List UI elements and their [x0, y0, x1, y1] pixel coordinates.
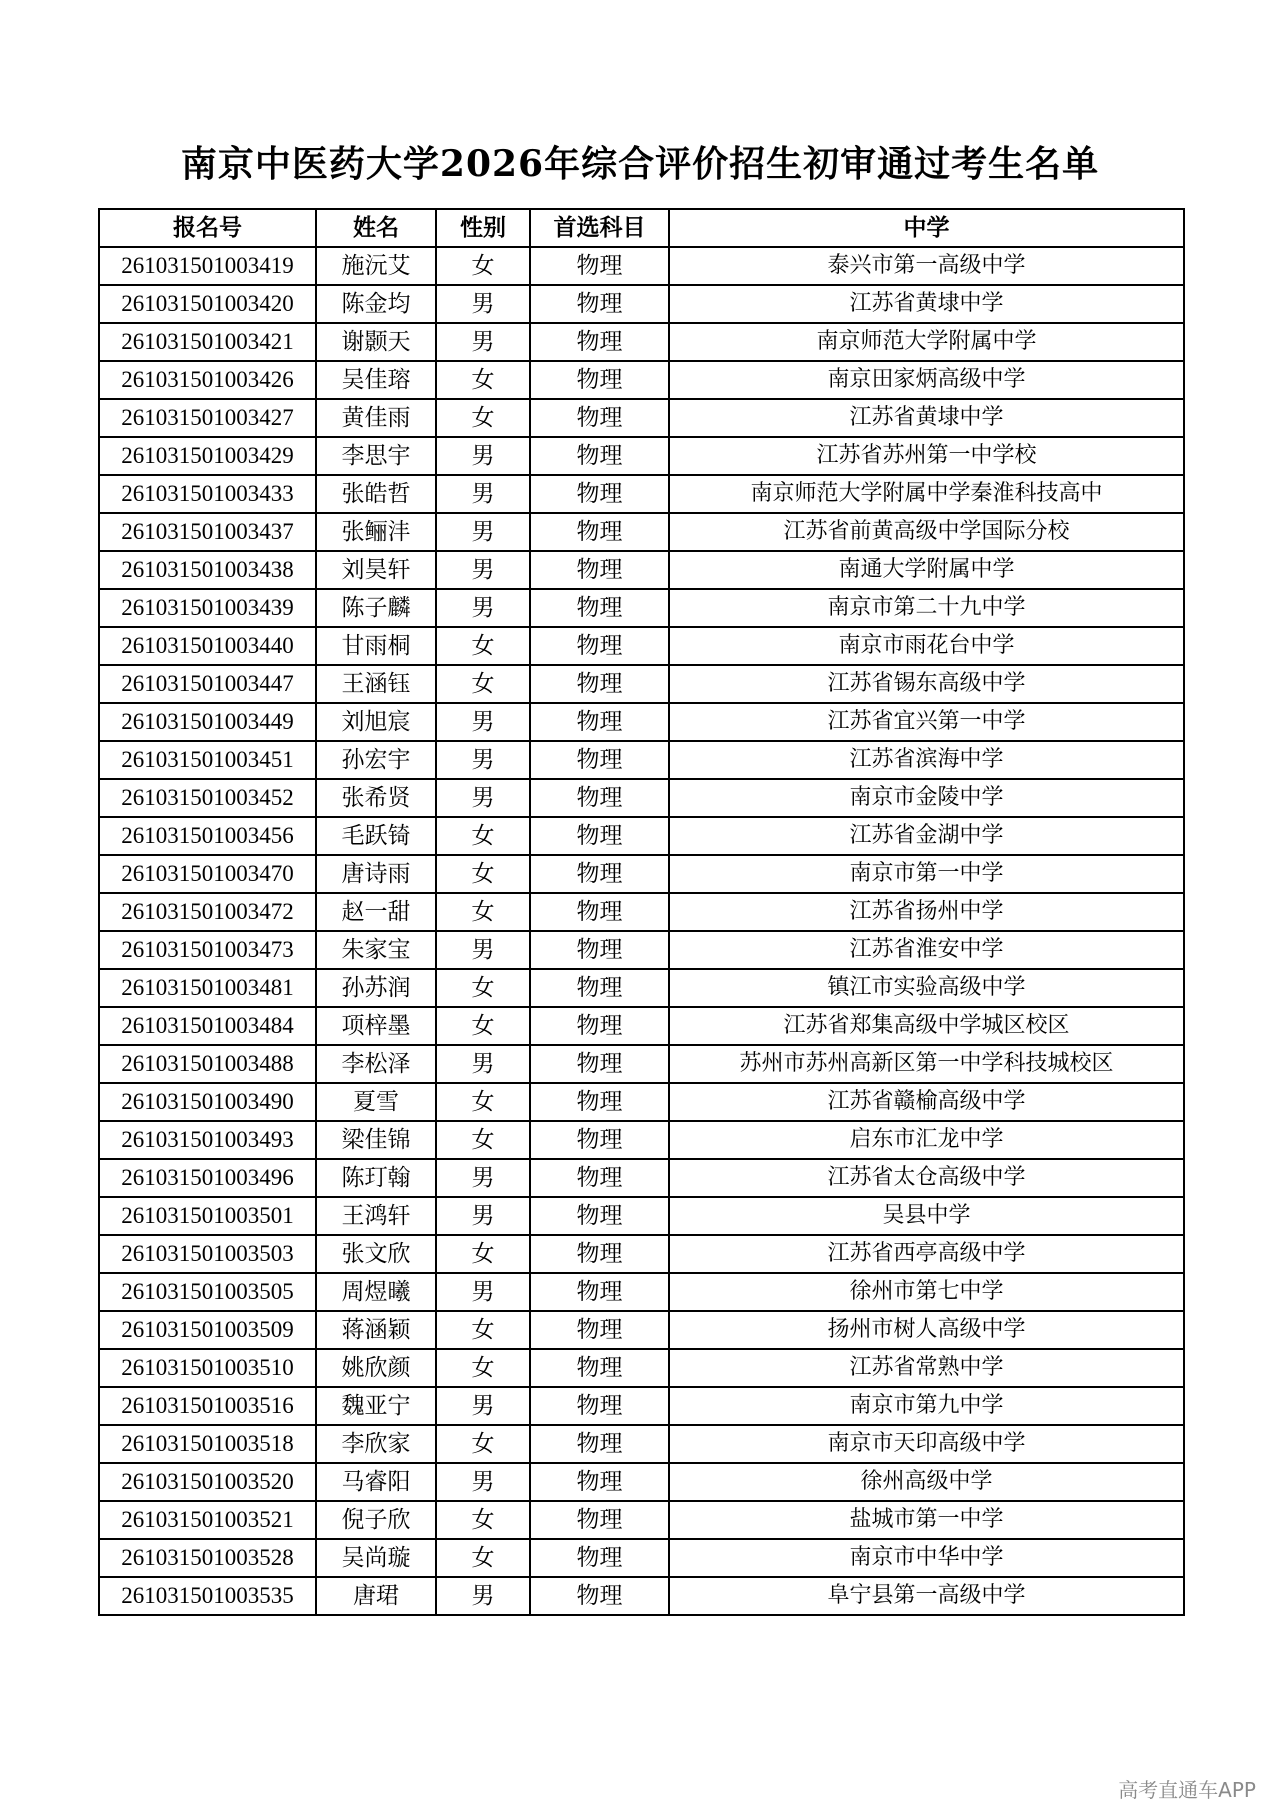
cell-gender: 女	[436, 1425, 530, 1463]
cell-gender: 女	[436, 247, 530, 285]
cell-student-name: 周煜曦	[316, 1273, 436, 1311]
column-header-subject: 首选科目	[530, 209, 669, 247]
table-row	[99, 741, 1184, 779]
cell-student-name: 赵一甜	[316, 893, 436, 931]
cell-school: 江苏省锡东高级中学	[669, 665, 1184, 703]
cell-student-name: 李思宇	[316, 437, 436, 475]
cell-first-choice-subject: 物理	[530, 1463, 669, 1501]
table-row	[99, 551, 1184, 589]
table-row	[99, 855, 1184, 893]
cell-first-choice-subject: 物理	[530, 1273, 669, 1311]
cell-registration-number: 261031501003501	[99, 1197, 316, 1235]
cell-first-choice-subject: 物理	[530, 779, 669, 817]
cell-gender: 男	[436, 1273, 530, 1311]
table-row	[99, 1311, 1184, 1349]
cell-school: 阜宁县第一高级中学	[669, 1577, 1184, 1615]
cell-school: 江苏省黄埭中学	[669, 399, 1184, 437]
cell-school: 苏州市苏州高新区第一中学科技城校区	[669, 1045, 1184, 1083]
cell-student-name: 朱家宝	[316, 931, 436, 969]
cell-school: 南京市天印高级中学	[669, 1425, 1184, 1463]
table-row	[99, 361, 1184, 399]
cell-registration-number: 261031501003528	[99, 1539, 316, 1577]
cell-first-choice-subject: 物理	[530, 665, 669, 703]
cell-gender: 女	[436, 893, 530, 931]
cell-registration-number: 261031501003421	[99, 323, 316, 361]
table-row	[99, 817, 1184, 855]
cell-school: 江苏省宜兴第一中学	[669, 703, 1184, 741]
cell-student-name: 蒋涵颖	[316, 1311, 436, 1349]
cell-student-name: 陈玎翰	[316, 1159, 436, 1197]
cell-registration-number: 261031501003420	[99, 285, 316, 323]
cell-gender: 男	[436, 323, 530, 361]
table-row	[99, 1387, 1184, 1425]
cell-school: 江苏省黄埭中学	[669, 285, 1184, 323]
cell-gender: 女	[436, 817, 530, 855]
column-header-name: 姓名	[316, 209, 436, 247]
cell-student-name: 张皓哲	[316, 475, 436, 513]
cell-gender: 男	[436, 1577, 530, 1615]
cell-student-name: 姚欣颜	[316, 1349, 436, 1387]
cell-student-name: 李欣家	[316, 1425, 436, 1463]
cell-registration-number: 261031501003419	[99, 247, 316, 285]
cell-registration-number: 261031501003449	[99, 703, 316, 741]
cell-registration-number: 261031501003520	[99, 1463, 316, 1501]
cell-registration-number: 261031501003503	[99, 1235, 316, 1273]
cell-school: 江苏省苏州第一中学校	[669, 437, 1184, 475]
cell-student-name: 马睿阳	[316, 1463, 436, 1501]
cell-gender: 女	[436, 855, 530, 893]
table-row	[99, 893, 1184, 931]
cell-student-name: 倪子欣	[316, 1501, 436, 1539]
cell-gender: 男	[436, 1197, 530, 1235]
table-row	[99, 247, 1184, 285]
table-row	[99, 437, 1184, 475]
cell-student-name: 张鲡沣	[316, 513, 436, 551]
cell-gender: 男	[436, 741, 530, 779]
table-body	[99, 247, 1184, 1615]
cell-gender: 男	[436, 779, 530, 817]
cell-first-choice-subject: 物理	[530, 1311, 669, 1349]
cell-gender: 女	[436, 1501, 530, 1539]
cell-first-choice-subject: 物理	[530, 399, 669, 437]
table-row	[99, 285, 1184, 323]
table-row	[99, 931, 1184, 969]
cell-registration-number: 261031501003447	[99, 665, 316, 703]
cell-school: 南京师范大学附属中学秦淮科技高中	[669, 475, 1184, 513]
table-row	[99, 703, 1184, 741]
cell-first-choice-subject: 物理	[530, 817, 669, 855]
cell-student-name: 张文欣	[316, 1235, 436, 1273]
cell-registration-number: 261031501003452	[99, 779, 316, 817]
cell-first-choice-subject: 物理	[530, 969, 669, 1007]
cell-first-choice-subject: 物理	[530, 1577, 669, 1615]
cell-gender: 女	[436, 361, 530, 399]
cell-registration-number: 261031501003473	[99, 931, 316, 969]
cell-gender: 女	[436, 399, 530, 437]
cell-registration-number: 261031501003509	[99, 1311, 316, 1349]
cell-gender: 男	[436, 475, 530, 513]
cell-student-name: 陈金均	[316, 285, 436, 323]
cell-registration-number: 261031501003535	[99, 1577, 316, 1615]
cell-gender: 女	[436, 627, 530, 665]
cell-gender: 男	[436, 1387, 530, 1425]
cell-registration-number: 261031501003439	[99, 589, 316, 627]
cell-student-name: 陈子麟	[316, 589, 436, 627]
cell-first-choice-subject: 物理	[530, 437, 669, 475]
cell-gender: 女	[436, 1311, 530, 1349]
cell-school: 南京市第一中学	[669, 855, 1184, 893]
cell-registration-number: 261031501003456	[99, 817, 316, 855]
cell-student-name: 谢颢天	[316, 323, 436, 361]
cell-school: 南京市中华中学	[669, 1539, 1184, 1577]
cell-gender: 女	[436, 1235, 530, 1273]
cell-student-name: 魏亚宁	[316, 1387, 436, 1425]
cell-school: 江苏省太仓高级中学	[669, 1159, 1184, 1197]
cell-gender: 男	[436, 513, 530, 551]
cell-first-choice-subject: 物理	[530, 741, 669, 779]
cell-first-choice-subject: 物理	[530, 703, 669, 741]
cell-student-name: 甘雨桐	[316, 627, 436, 665]
cell-first-choice-subject: 物理	[530, 475, 669, 513]
cell-registration-number: 261031501003493	[99, 1121, 316, 1159]
cell-school: 江苏省赣榆高级中学	[669, 1083, 1184, 1121]
cell-student-name: 吴尚璇	[316, 1539, 436, 1577]
cell-registration-number: 261031501003505	[99, 1273, 316, 1311]
cell-first-choice-subject: 物理	[530, 1425, 669, 1463]
cell-student-name: 梁佳锦	[316, 1121, 436, 1159]
table-row	[99, 627, 1184, 665]
cell-registration-number: 261031501003484	[99, 1007, 316, 1045]
cell-registration-number: 261031501003427	[99, 399, 316, 437]
table-row	[99, 513, 1184, 551]
column-header-id: 报名号	[99, 209, 316, 247]
table-row	[99, 475, 1184, 513]
cell-first-choice-subject: 物理	[530, 1501, 669, 1539]
table-row	[99, 323, 1184, 361]
cell-school: 徐州市第七中学	[669, 1273, 1184, 1311]
cell-registration-number: 261031501003438	[99, 551, 316, 589]
cell-first-choice-subject: 物理	[530, 551, 669, 589]
cell-first-choice-subject: 物理	[530, 1349, 669, 1387]
cell-school: 江苏省常熟中学	[669, 1349, 1184, 1387]
cell-student-name: 项梓墨	[316, 1007, 436, 1045]
cell-school: 南京市第二十九中学	[669, 589, 1184, 627]
cell-student-name: 李松泽	[316, 1045, 436, 1083]
cell-gender: 女	[436, 1349, 530, 1387]
table-row	[99, 1349, 1184, 1387]
cell-first-choice-subject: 物理	[530, 1007, 669, 1045]
cell-first-choice-subject: 物理	[530, 361, 669, 399]
table-row	[99, 1083, 1184, 1121]
cell-first-choice-subject: 物理	[530, 589, 669, 627]
cell-school: 南京田家炳高级中学	[669, 361, 1184, 399]
cell-registration-number: 261031501003481	[99, 969, 316, 1007]
cell-gender: 女	[436, 1121, 530, 1159]
cell-first-choice-subject: 物理	[530, 323, 669, 361]
table-row	[99, 1273, 1184, 1311]
cell-student-name: 唐诗雨	[316, 855, 436, 893]
table-row	[99, 1235, 1184, 1273]
table-row	[99, 1045, 1184, 1083]
cell-school: 江苏省滨海中学	[669, 741, 1184, 779]
cell-school: 扬州市树人高级中学	[669, 1311, 1184, 1349]
cell-gender: 男	[436, 285, 530, 323]
cell-first-choice-subject: 物理	[530, 285, 669, 323]
cell-gender: 男	[436, 703, 530, 741]
table-row	[99, 1539, 1184, 1577]
watermark-text: 高考直通车APP	[1118, 1778, 1256, 1802]
cell-school: 江苏省扬州中学	[669, 893, 1184, 931]
cell-school: 江苏省金湖中学	[669, 817, 1184, 855]
cell-registration-number: 261031501003521	[99, 1501, 316, 1539]
cell-registration-number: 261031501003472	[99, 893, 316, 931]
cell-gender: 男	[436, 1463, 530, 1501]
table-row	[99, 665, 1184, 703]
cell-first-choice-subject: 物理	[530, 1045, 669, 1083]
cell-school: 南京市第九中学	[669, 1387, 1184, 1425]
cell-gender: 女	[436, 665, 530, 703]
cell-school: 江苏省淮安中学	[669, 931, 1184, 969]
cell-registration-number: 261031501003490	[99, 1083, 316, 1121]
cell-student-name: 黄佳雨	[316, 399, 436, 437]
cell-registration-number: 261031501003451	[99, 741, 316, 779]
cell-school: 南京市金陵中学	[669, 779, 1184, 817]
cell-first-choice-subject: 物理	[530, 1121, 669, 1159]
cell-first-choice-subject: 物理	[530, 627, 669, 665]
cell-first-choice-subject: 物理	[530, 1387, 669, 1425]
cell-registration-number: 261031501003518	[99, 1425, 316, 1463]
table-row	[99, 1121, 1184, 1159]
cell-gender: 男	[436, 551, 530, 589]
cell-registration-number: 261031501003437	[99, 513, 316, 551]
cell-student-name: 毛跃锜	[316, 817, 436, 855]
cell-registration-number: 261031501003429	[99, 437, 316, 475]
cell-gender: 男	[436, 931, 530, 969]
cell-student-name: 夏雪	[316, 1083, 436, 1121]
table-row	[99, 1425, 1184, 1463]
cell-student-name: 唐珺	[316, 1577, 436, 1615]
column-header-gender: 性别	[436, 209, 530, 247]
cell-registration-number: 261031501003496	[99, 1159, 316, 1197]
cell-registration-number: 261031501003510	[99, 1349, 316, 1387]
table-row	[99, 969, 1184, 1007]
cell-first-choice-subject: 物理	[530, 1197, 669, 1235]
cell-gender: 男	[436, 589, 530, 627]
page-title: 南京中医药大学2026年综合评价招生初审通过考生名单	[180, 143, 1100, 185]
cell-school: 泰兴市第一高级中学	[669, 247, 1184, 285]
cell-first-choice-subject: 物理	[530, 1235, 669, 1273]
cell-student-name: 孙苏润	[316, 969, 436, 1007]
cell-gender: 男	[436, 437, 530, 475]
cell-registration-number: 261031501003440	[99, 627, 316, 665]
cell-school: 南通大学附属中学	[669, 551, 1184, 589]
cell-first-choice-subject: 物理	[530, 247, 669, 285]
cell-gender: 女	[436, 1007, 530, 1045]
cell-school: 镇江市实验高级中学	[669, 969, 1184, 1007]
cell-gender: 女	[436, 969, 530, 1007]
cell-gender: 女	[436, 1539, 530, 1577]
cell-student-name: 刘旭宸	[316, 703, 436, 741]
cell-student-name: 刘昊轩	[316, 551, 436, 589]
cell-registration-number: 261031501003516	[99, 1387, 316, 1425]
cell-first-choice-subject: 物理	[530, 1539, 669, 1577]
cell-school: 江苏省前黄高级中学国际分校	[669, 513, 1184, 551]
cell-school: 江苏省郑集高级中学城区校区	[669, 1007, 1184, 1045]
cell-student-name: 孙宏宇	[316, 741, 436, 779]
cell-school: 盐城市第一中学	[669, 1501, 1184, 1539]
cell-first-choice-subject: 物理	[530, 931, 669, 969]
table-row	[99, 1007, 1184, 1045]
cell-school: 徐州高级中学	[669, 1463, 1184, 1501]
table-row	[99, 589, 1184, 627]
cell-first-choice-subject: 物理	[530, 855, 669, 893]
cell-gender: 男	[436, 1159, 530, 1197]
cell-registration-number: 261031501003426	[99, 361, 316, 399]
cell-registration-number: 261031501003470	[99, 855, 316, 893]
candidate-table	[98, 208, 1185, 1616]
table-row	[99, 1159, 1184, 1197]
table-row	[99, 399, 1184, 437]
cell-student-name: 吴佳瑢	[316, 361, 436, 399]
cell-student-name: 王涵钰	[316, 665, 436, 703]
cell-school: 南京师范大学附属中学	[669, 323, 1184, 361]
cell-first-choice-subject: 物理	[530, 893, 669, 931]
cell-registration-number: 261031501003488	[99, 1045, 316, 1083]
cell-school: 南京市雨花台中学	[669, 627, 1184, 665]
cell-first-choice-subject: 物理	[530, 513, 669, 551]
cell-student-name: 施沅艾	[316, 247, 436, 285]
table-row	[99, 1577, 1184, 1615]
cell-first-choice-subject: 物理	[530, 1083, 669, 1121]
cell-student-name: 张希贤	[316, 779, 436, 817]
cell-school: 启东市汇龙中学	[669, 1121, 1184, 1159]
column-header-school: 中学	[669, 209, 1184, 247]
cell-school: 吴县中学	[669, 1197, 1184, 1235]
table-row	[99, 1501, 1184, 1539]
cell-first-choice-subject: 物理	[530, 1159, 669, 1197]
table-row	[99, 1197, 1184, 1235]
cell-registration-number: 261031501003433	[99, 475, 316, 513]
table-row	[99, 1463, 1184, 1501]
table-header-row	[99, 209, 1184, 247]
cell-school: 江苏省西亭高级中学	[669, 1235, 1184, 1273]
cell-gender: 女	[436, 1083, 530, 1121]
cell-gender: 男	[436, 1045, 530, 1083]
table-row	[99, 779, 1184, 817]
cell-student-name: 王鸿轩	[316, 1197, 436, 1235]
